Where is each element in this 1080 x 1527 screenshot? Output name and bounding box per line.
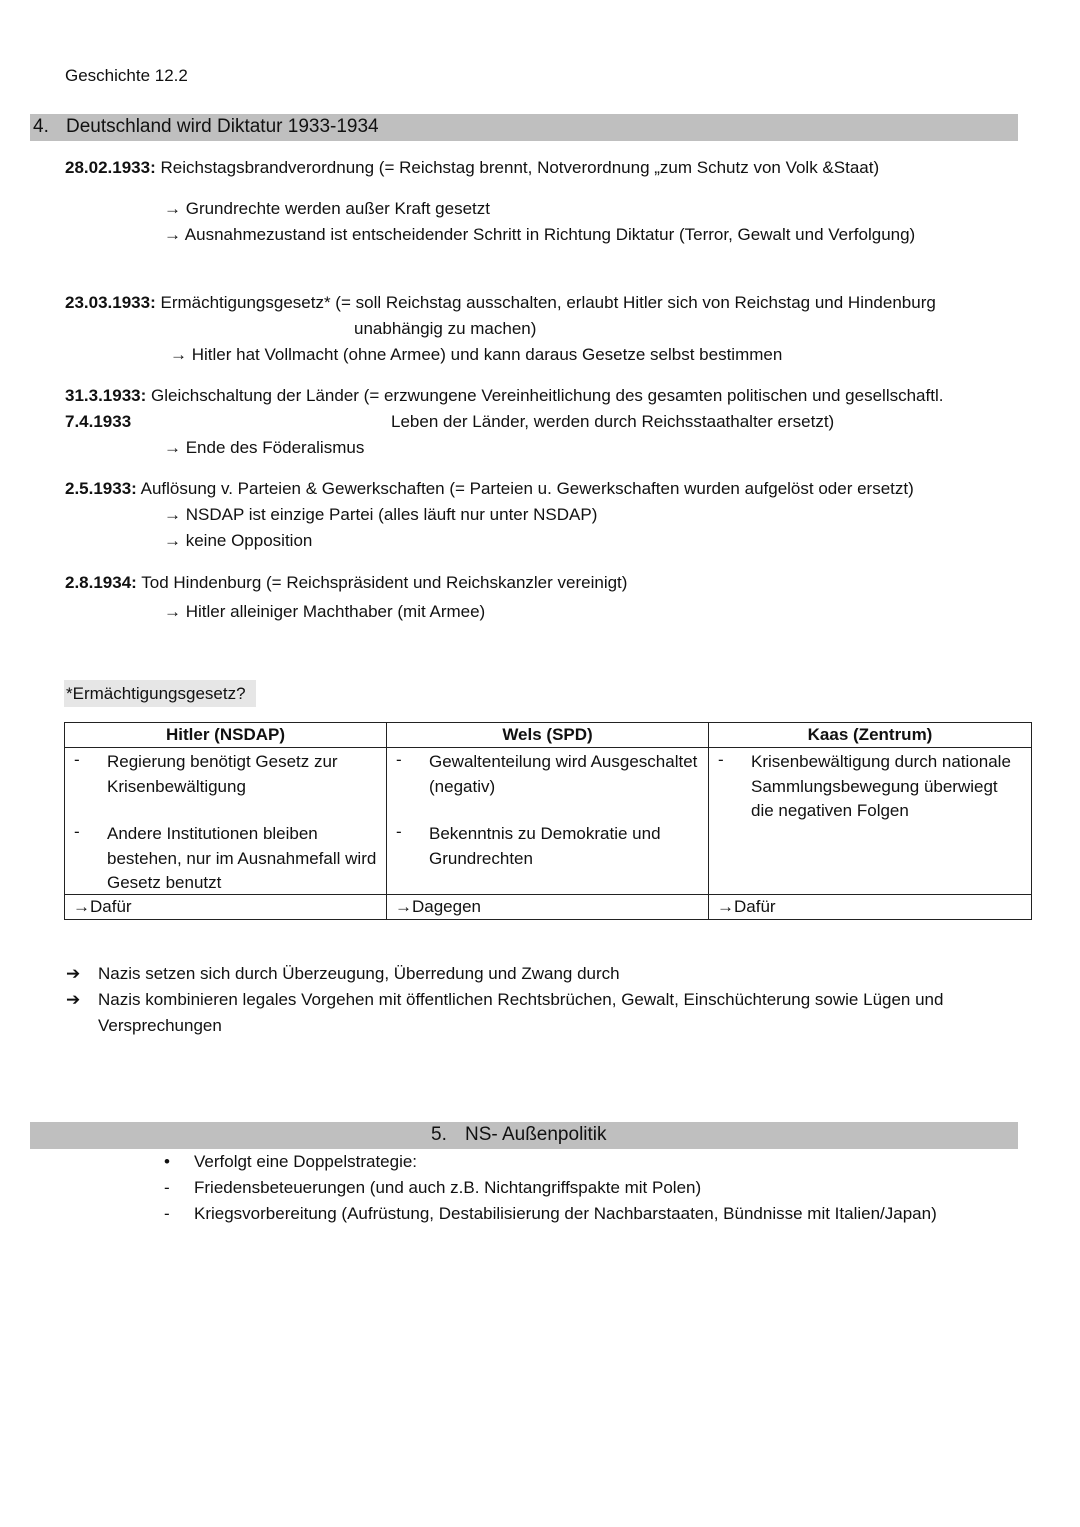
section-4-title: Deutschland wird Diktatur 1933-1934 [66, 116, 379, 137]
document-subject: Geschichte 12.2 [65, 66, 188, 85]
event-text: Reichstagsbrandverordnung (= Reichstag brennt, Notverordnung „zum Schutz von Volk &Staat) [160, 158, 880, 177]
section-5-number: 5. [431, 1124, 447, 1145]
section-4-number: 4. [33, 116, 49, 137]
event-text: Gleichschaltung der Länder (= erzwungene Vereinheitlichung des gesamten politischen und gesellschaftl. [151, 386, 944, 405]
wels-verdict: →Dagegen [387, 895, 709, 920]
wels-arguments: - Gewaltenteilung wird Ausgeschaltet (negativ) - Bekenntnis zu Demokratie und Grundrechten [387, 748, 709, 895]
event-consequences [164, 599, 485, 625]
column-header-kaas: Kaas (Zentrum) [709, 723, 1032, 748]
event-text: Tod Hindenburg (= Reichspräsident und Reichskanzler vereinigt) [141, 573, 628, 592]
bullet-icon: • [164, 1152, 170, 1171]
conclusion-text-continued: Versprechungen [98, 1016, 222, 1035]
event-gleichschaltung [65, 386, 943, 406]
event-text-continued: unabhängig zu machen) [354, 319, 537, 338]
dash-marker: - [164, 1178, 170, 1197]
section-5-title: NS- Außenpolitik [465, 1124, 607, 1145]
strategy-intro: Verfolgt eine Doppelstrategie: [194, 1152, 418, 1171]
conclusion-arrow-icon: ➔ [66, 990, 81, 1009]
event-consequences [164, 196, 915, 248]
consequence: → keine Opposition [164, 531, 313, 550]
event-date-second: 7.4.1933 [65, 412, 132, 431]
hitler-arguments: - Regierung benötigt Gesetz zur Krisenbewältigung - Andere Institutionen bleiben bestehen, nur im Ausnahmefall wird Gesetz benutzt [65, 748, 387, 895]
event-tod-hindenburg [65, 573, 627, 593]
event-date: 2.8.1934: [65, 573, 137, 592]
table-row [65, 748, 1032, 895]
table-header-row [65, 723, 1032, 748]
question-label: *Ermächtigungsgesetz? [64, 680, 256, 707]
event-text: Auflösung v. Parteien & Gewerkschaften (= Parteien u. Gewerkschaften wurden aufgelöst oder ersetzt) [140, 479, 914, 498]
event-text: Ermächtigungsgesetz* (= soll Reichstag ausschalten, erlaubt Hitler sich von Reichstag und Hindenburg [160, 293, 936, 312]
consequence: → Ende des Föderalismus [164, 438, 365, 457]
event-text-continued: Leben der Länder, werden durch Reichsstaathalter ersetzt) [391, 412, 835, 431]
event-ermaechtigungsgesetz [65, 293, 936, 313]
event-date: 2.5.1933: [65, 479, 137, 498]
hitler-verdict: →Dafür [65, 895, 387, 920]
column-header-hitler: Hitler (NSDAP) [65, 723, 387, 748]
consequence: → Ausnahmezustand ist entscheidender Schritt in Richtung Diktatur (Terror, Gewalt und Verfolgung) [164, 225, 916, 244]
event-consequences [164, 435, 364, 461]
conclusion-arrow-icon: ➔ [66, 964, 81, 983]
kaas-verdict: →Dafür [709, 895, 1032, 920]
consequence: → NSDAP ist einzige Partei (alles läuft nur unter NSDAP) [164, 505, 598, 524]
consequence: → Hitler hat Vollmacht (ohne Armee) und kann daraus Gesetze selbst bestimmen [170, 345, 783, 364]
event-reichstagsbrand [65, 158, 879, 178]
conclusion-text: Nazis setzen sich durch Überzeugung, Überredung und Zwang durch [98, 964, 620, 983]
event-consequences [170, 342, 782, 368]
kaas-arguments: - Krisenbewältigung durch nationale Sammlungsbewegung überwiegt die negativen Folgen [709, 748, 1032, 895]
event-date: 28.02.1933: [65, 158, 156, 177]
event-date: 31.3.1933: [65, 386, 147, 405]
event-aufloesung-parteien [65, 479, 914, 499]
table-verdict-row [65, 895, 1032, 920]
dash-marker: - [164, 1204, 170, 1223]
event-date: 23.03.1933: [65, 293, 156, 312]
event-consequences [164, 502, 597, 554]
strategy-item: Kriegsvorbereitung (Aufrüstung, Destabilisierung der Nachbarstaaten, Bündnisse mit Italien/Japan) [194, 1204, 937, 1223]
strategy-item: Friedensbeteuerungen (und auch z.B. Nichtangriffspakte mit Polen) [194, 1178, 702, 1197]
column-header-wels: Wels (SPD) [387, 723, 709, 748]
consequence: → Grundrechte werden außer Kraft gesetzt [164, 199, 490, 218]
consequence: → Hitler alleiniger Machthaber (mit Armee) [164, 602, 486, 621]
comparison-table [64, 722, 1032, 920]
conclusion-text: Nazis kombinieren legales Vorgehen mit öffentlichen Rechtsbrüchen, Gewalt, Einschüchterung sowie Lügen und [98, 990, 944, 1009]
